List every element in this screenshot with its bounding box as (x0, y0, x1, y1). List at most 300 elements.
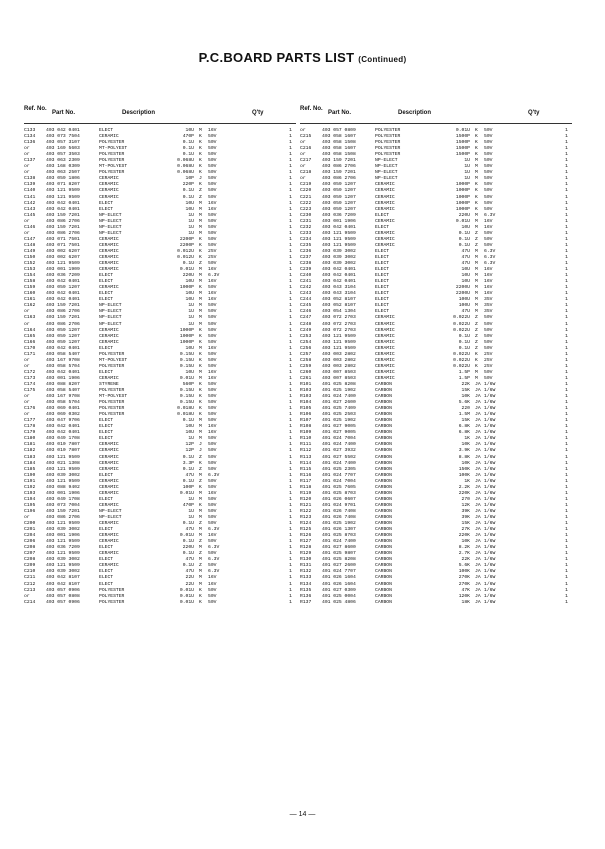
qty-cell: 1 (565, 285, 568, 291)
voltage-cell: 16V (484, 285, 493, 291)
ref-cell: C200 (24, 521, 36, 527)
value-cell: 0.01U (179, 490, 194, 496)
part-no-cell: 401 025 2305 (322, 466, 356, 472)
ref-cell: or (24, 412, 30, 418)
qty-cell: 1 (565, 466, 568, 472)
description-cell: CERAMIC (99, 327, 119, 333)
qty-cell: 1 (565, 369, 568, 375)
tolerance-cell: K (199, 351, 202, 357)
tolerance-cell: JA (475, 400, 481, 406)
tolerance-cell: JA (475, 557, 481, 563)
ref-cell: C178 (24, 424, 36, 430)
description-cell: NP-ELECT (99, 303, 122, 309)
voltage-cell: 16V (208, 375, 217, 381)
voltage-cell: 1/6W (484, 521, 496, 527)
value-cell: 2200P (179, 242, 194, 248)
tolerance-cell: K (199, 333, 202, 339)
description-cell: NP-ELECT (99, 218, 122, 224)
voltage-cell: 50V (208, 460, 217, 466)
value-cell: 10P (185, 176, 194, 182)
value-cell: 560P (182, 381, 194, 387)
value-cell: 1U (188, 224, 194, 230)
value-cell: 0.1U (182, 140, 194, 146)
value-cell: 47U (185, 472, 194, 478)
value-cell: 1U (188, 212, 194, 218)
description-cell: CERAMIC (99, 502, 119, 508)
voltage-cell: 6.3V (208, 527, 220, 533)
value-cell: 0.022U (453, 315, 470, 321)
value-cell: 0.012U (177, 248, 194, 254)
ref-cell: or (24, 170, 30, 176)
tolerance-cell: M (199, 430, 202, 436)
voltage-cell: 16V (208, 430, 217, 436)
tolerance-cell: M (199, 224, 202, 230)
voltage-cell: 50V (208, 502, 217, 508)
qty-cell: 1 (565, 448, 568, 454)
part-no-cell: 403 121 9509 (322, 242, 356, 248)
voltage-cell: 50V (208, 418, 217, 424)
value-cell: 1000P (455, 182, 470, 188)
tolerance-cell: JA (475, 593, 481, 599)
description-cell: CERAMIC (99, 188, 119, 194)
part-no-cell: 403 059 1207 (46, 285, 80, 291)
tolerance-cell: JA (475, 472, 481, 478)
part-no-cell: 403 069 0401 (46, 406, 80, 412)
value-cell: 1000P (179, 339, 194, 345)
description-cell: CERAMIC (375, 242, 395, 248)
voltage-cell: 1/6W (484, 551, 496, 557)
qty-cell: 1 (289, 236, 292, 242)
qty-cell: 1 (565, 357, 568, 363)
description-cell: CERAMIC (375, 375, 395, 381)
tolerance-cell: M (475, 212, 478, 218)
description-cell: ELECT (375, 303, 390, 309)
qty-cell: 1 (289, 418, 292, 424)
ref-cell: C137 (24, 158, 36, 164)
description-cell: CARBON (375, 502, 392, 508)
ref-cell: C230 (300, 212, 312, 218)
qty-cell: 1 (565, 291, 568, 297)
description-cell: POLYESTER (99, 400, 125, 406)
value-cell: 22K (461, 557, 470, 563)
description-cell: NP-ELECT (375, 164, 398, 170)
part-no-cell: 403 049 1708 (46, 496, 80, 502)
voltage-cell: 50V (484, 375, 493, 381)
tolerance-cell: Z (199, 261, 202, 267)
value-cell: 220 (461, 406, 470, 412)
tolerance-cell: M (199, 315, 202, 321)
qty-cell: 1 (565, 164, 568, 170)
description-cell: ELECT (99, 206, 114, 212)
ref-cell: or (24, 218, 30, 224)
voltage-cell: 50V (208, 140, 217, 146)
ref-cell: C257 (300, 351, 312, 357)
tolerance-cell: K (475, 146, 478, 152)
value-cell: 10U (185, 279, 194, 285)
voltage-cell: 6.3V (484, 212, 496, 218)
description-cell: CARBON (375, 569, 392, 575)
qty-cell: 1 (565, 242, 568, 248)
ref-cell: C207 (24, 551, 36, 557)
tolerance-cell: K (475, 128, 478, 133)
ref-cell: C140 (24, 188, 36, 194)
description-cell: CERAMIC (99, 448, 119, 454)
description-cell: CERAMIC (375, 200, 395, 206)
part-no-cell: 403 021 1308 (46, 460, 80, 466)
value-cell: 1U (188, 230, 194, 236)
value-cell: 22U (185, 575, 194, 581)
part-no-cell: 403 042 0401 (322, 224, 356, 230)
voltage-cell: 50V (208, 539, 217, 545)
value-cell: 8.2K (458, 545, 470, 551)
tolerance-cell: JA (475, 490, 481, 496)
ref-cell: or (24, 230, 30, 236)
voltage-cell: 50V (208, 339, 217, 345)
voltage-cell: 1/6W (484, 406, 496, 412)
ref-cell: or (24, 309, 30, 315)
voltage-cell: 50V (208, 333, 217, 339)
value-cell: 1U (188, 303, 194, 309)
tolerance-cell: M (199, 424, 202, 430)
part-no-cell: 401 025 1902 (322, 521, 356, 527)
description-cell: POLYESTER (375, 134, 401, 140)
description-cell: POLYESTER (375, 152, 401, 158)
voltage-cell: 50V (208, 134, 217, 140)
ref-cell: C249 (300, 327, 312, 333)
description-cell: NP-ELECT (375, 176, 398, 182)
voltage-cell: 50V (208, 551, 217, 557)
description-cell: ELECT (99, 279, 114, 285)
voltage-cell: 16V (208, 291, 217, 297)
value-cell: 1000P (455, 188, 470, 194)
ref-cell: C183 (24, 454, 36, 460)
tolerance-cell: Z (199, 539, 202, 545)
voltage-cell: 50V (208, 412, 217, 418)
tolerance-cell: K (199, 412, 202, 418)
voltage-cell: 50V (484, 194, 493, 200)
parts-list-right-column (300, 106, 572, 606)
voltage-cell: 50V (208, 478, 217, 484)
tolerance-cell: M (199, 206, 202, 212)
ref-cell: C246 (300, 309, 312, 315)
ref-cell: C218 (300, 170, 312, 176)
header-rule (24, 123, 296, 124)
description-cell: NP-ELECT (99, 321, 122, 327)
part-no-cell: 401 025 9807 (322, 551, 356, 557)
qty-cell: 1 (289, 460, 292, 466)
part-no-cell: 401 024 7004 (322, 478, 356, 484)
tolerance-cell: Z (199, 466, 202, 472)
part-no-cell: 403 001 1909 (46, 267, 80, 273)
qty-cell: 1 (565, 315, 568, 321)
qty-cell: 1 (289, 291, 292, 297)
qty-cell: 1 (565, 515, 568, 520)
qty-cell: 1 (565, 496, 568, 502)
part-no-cell: 401 027 0309 (322, 587, 356, 593)
part-no-cell: 401 025 8208 (322, 557, 356, 563)
part-no-cell: 403 072 2703 (322, 321, 356, 327)
qty-cell: 1 (289, 490, 292, 496)
voltage-cell: 50V (208, 593, 217, 599)
description-cell: CARBON (375, 400, 392, 406)
value-cell: 0.022U (453, 363, 470, 369)
part-no-cell: 403 039 3002 (322, 248, 356, 254)
tolerance-cell: K (199, 170, 202, 176)
description-cell: MT-POLYEST (99, 394, 128, 400)
ref-cell: or (24, 400, 30, 406)
voltage-cell: 35V (484, 309, 493, 315)
voltage-cell: 16V (208, 297, 217, 303)
qty-cell: 1 (565, 170, 568, 176)
qty-cell: 1 (289, 472, 292, 478)
description-cell: ELECT (375, 224, 390, 230)
description-cell: POLYESTER (375, 140, 401, 146)
ref-cell: C261 (300, 375, 312, 381)
qty-cell: 1 (565, 327, 568, 333)
header-qty: Q'ty (528, 110, 540, 116)
header-ref: Ref. No. (24, 106, 47, 112)
value-cell: 1.5M (458, 412, 470, 418)
part-no-cell: 403 010 7807 (46, 442, 80, 448)
ref-cell: C150 (24, 254, 36, 260)
tolerance-cell: K (199, 146, 202, 152)
value-cell: 0.1U (182, 478, 194, 484)
ref-cell: C206 (24, 539, 36, 545)
part-no-cell: 401 027 9005 (322, 424, 356, 430)
part-no-cell: 403 042 0401 (46, 430, 80, 436)
description-cell: CERAMIC (99, 551, 119, 557)
part-no-cell: 403 059 1207 (322, 200, 356, 206)
value-cell: 220K (458, 533, 470, 539)
part-no-cell: 403 071 7501 (46, 236, 80, 242)
voltage-cell: 25V (484, 357, 493, 363)
qty-cell: 1 (565, 490, 568, 496)
tolerance-cell: Z (199, 551, 202, 557)
description-cell: ELECT (99, 200, 114, 206)
description-cell: CERAMIC (99, 563, 119, 569)
description-cell: POLYESTER (375, 128, 401, 133)
value-cell: 0.012U (177, 254, 194, 260)
qty-cell: 1 (289, 170, 292, 176)
ref-cell: R131 (300, 563, 312, 569)
description-cell: CERAMIC (99, 375, 119, 381)
title-text: P.C.BOARD PARTS LIST (198, 50, 355, 65)
voltage-cell: 1/6W (484, 587, 496, 593)
qty-cell: 1 (289, 575, 292, 581)
tolerance-cell: JA (475, 454, 481, 460)
ref-cell: C134 (24, 134, 36, 140)
qty-cell: 1 (565, 454, 568, 460)
tolerance-cell: M (199, 533, 202, 539)
part-no-cell: 401 025 2503 (322, 412, 356, 418)
part-no-cell: 403 159 7201 (46, 315, 80, 321)
part-no-cell: 401 024 7707 (322, 472, 356, 478)
part-no-cell: 403 058 5704 (46, 400, 80, 406)
ref-cell: C194 (24, 496, 36, 502)
part-no-cell: 403 042 0401 (46, 206, 80, 212)
voltage-cell: 1/6W (484, 436, 496, 442)
description-cell: ELECT (99, 569, 114, 575)
part-no-cell: 403 039 3002 (322, 254, 356, 260)
part-no-cell: 403 002 6207 (46, 248, 80, 254)
description-cell: CERAMIC (99, 460, 119, 466)
ref-cell: C148 (24, 242, 36, 248)
tolerance-cell: K (475, 134, 478, 140)
ref-cell: C239 (300, 267, 312, 273)
voltage-cell: 50V (484, 188, 493, 194)
part-no-cell: 401 024 7004 (322, 436, 356, 442)
voltage-cell: 1/6W (484, 508, 496, 514)
qty-cell: 1 (289, 321, 292, 327)
part-no-cell: 403 058 1508 (322, 152, 356, 158)
qty-cell: 1 (289, 436, 292, 442)
qty-cell: 1 (565, 539, 568, 545)
part-no-cell: 403 003 2802 (322, 357, 356, 363)
description-cell: ELECT (375, 291, 390, 297)
description-cell: POLYESTER (99, 412, 125, 418)
voltage-cell: 50V (484, 164, 493, 170)
qty-cell: 1 (289, 394, 292, 400)
description-cell: POLYESTER (99, 587, 125, 593)
tolerance-cell: Z (475, 327, 478, 333)
qty-cell: 1 (565, 134, 568, 140)
value-cell: 10U (461, 273, 470, 279)
ref-cell: R115 (300, 466, 312, 472)
voltage-cell: 50V (484, 339, 493, 345)
qty-cell: 1 (565, 194, 568, 200)
part-no-cell: 403 049 1708 (46, 436, 80, 442)
part-no-cell: 401 025 7605 (322, 484, 356, 490)
tolerance-cell: K (199, 593, 202, 599)
tolerance-cell: M (475, 369, 478, 375)
value-cell: 0.1U (182, 563, 194, 569)
description-cell: CERAMIC (99, 533, 119, 539)
voltage-cell: 50V (208, 176, 217, 182)
description-cell: CARBON (375, 394, 392, 400)
qty-cell: 1 (289, 128, 292, 133)
part-no-cell: 403 003 2802 (322, 351, 356, 357)
part-no-cell: 403 039 3002 (46, 472, 80, 478)
description-cell: CERAMIC (375, 315, 395, 321)
description-cell: ELECT (375, 248, 390, 254)
tolerance-cell: M (199, 297, 202, 303)
tolerance-cell: K (199, 140, 202, 146)
part-no-cell: 403 072 2703 (322, 315, 356, 321)
description-cell: CARBON (375, 490, 392, 496)
description-cell: CERAMIC (99, 242, 119, 248)
voltage-cell: 35V (484, 297, 493, 303)
value-cell: 0.01U (179, 593, 194, 599)
description-cell: CARBON (375, 527, 392, 533)
description-cell: ELECT (375, 273, 390, 279)
value-cell: 0.018U (177, 406, 194, 412)
voltage-cell: 1/6W (484, 575, 496, 581)
voltage-cell: 1/6W (484, 400, 496, 406)
description-cell: ELECT (375, 309, 390, 315)
qty-cell: 1 (289, 285, 292, 291)
voltage-cell: 50V (484, 182, 493, 188)
value-cell: 47U (461, 309, 470, 315)
part-no-cell: 403 071 7501 (46, 242, 80, 248)
tolerance-cell: K (475, 152, 478, 158)
description-cell: CERAMIC (99, 484, 119, 490)
qty-cell: 1 (289, 194, 292, 200)
description-cell: CERAMIC (375, 369, 395, 375)
qty-cell: 1 (565, 321, 568, 327)
value-cell: 1U (188, 309, 194, 315)
voltage-cell: 50V (484, 321, 493, 327)
ref-cell: C139 (24, 182, 36, 188)
value-cell: 10U (461, 267, 470, 273)
ref-cell: C216 (300, 146, 312, 152)
tolerance-cell: K (475, 351, 478, 357)
qty-cell: 1 (289, 140, 292, 146)
value-cell: 0.022U (453, 327, 470, 333)
header-rule (300, 123, 572, 124)
part-no-cell: 403 042 0401 (322, 279, 356, 285)
column-header (300, 106, 572, 128)
voltage-cell: 50V (208, 381, 217, 387)
tolerance-cell: K (199, 599, 202, 605)
part-no-cell: 403 069 0302 (46, 412, 80, 418)
description-cell: ELECT (99, 527, 114, 533)
value-cell: 47K (461, 587, 470, 593)
voltage-cell: 50V (484, 230, 493, 236)
voltage-cell: 25V (484, 363, 493, 369)
tolerance-cell: M (475, 309, 478, 315)
qty-cell: 1 (565, 176, 568, 182)
value-cell: 100P (182, 484, 194, 490)
description-cell: CERAMIC (99, 442, 119, 448)
tolerance-cell: JA (475, 575, 481, 581)
ref-cell: R108 (300, 424, 312, 430)
value-cell: 1K (464, 478, 470, 484)
ref-cell: C254 (300, 339, 312, 345)
qty-cell: 1 (289, 508, 292, 514)
voltage-cell: 6.3V (208, 569, 220, 575)
ref-cell: C238 (300, 261, 312, 267)
tolerance-cell: Z (475, 333, 478, 339)
part-no-cell: 403 121 9509 (46, 563, 80, 569)
tolerance-cell: K (199, 502, 202, 508)
value-cell: 1U (188, 508, 194, 514)
description-cell: CERAMIC (375, 351, 395, 357)
part-no-cell: 403 058 5704 (46, 363, 80, 369)
part-no-cell: 401 025 4806 (322, 599, 356, 605)
part-no-cell: 401 025 7409 (322, 406, 356, 412)
voltage-cell: 50V (484, 152, 493, 158)
voltage-cell: 50V (208, 466, 217, 472)
qty-cell: 1 (565, 593, 568, 599)
ref-cell: C243 (300, 291, 312, 297)
description-cell: CARBON (375, 418, 392, 424)
value-cell: 220U (182, 545, 194, 551)
ref-cell: C160 (24, 291, 36, 297)
ref-cell: R137 (300, 599, 312, 605)
tolerance-cell: M (199, 291, 202, 297)
part-no-cell: 403 001 1906 (46, 533, 80, 539)
qty-cell: 1 (565, 218, 568, 224)
description-cell: CARBON (375, 545, 392, 551)
voltage-cell: 1/6W (484, 496, 496, 502)
qty-cell: 1 (289, 273, 292, 279)
ref-cell: C179 (24, 430, 36, 436)
tolerance-cell: M (475, 375, 478, 381)
tolerance-cell: Z (199, 563, 202, 569)
qty-cell: 1 (289, 478, 292, 484)
part-no-cell: 403 169 5603 (46, 146, 80, 152)
tolerance-cell: M (475, 176, 478, 182)
